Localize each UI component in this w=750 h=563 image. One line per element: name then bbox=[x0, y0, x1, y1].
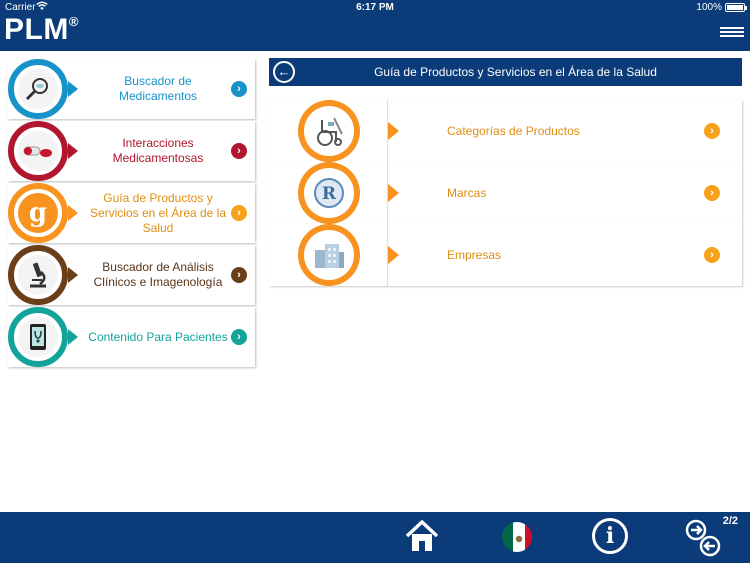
chevron-right-icon[interactable]: › bbox=[231, 143, 247, 159]
mexico-flag-icon[interactable] bbox=[500, 520, 534, 554]
menu-item-guia-productos[interactable] bbox=[8, 183, 255, 243]
menu-item-analisis-clinicos[interactable] bbox=[8, 245, 255, 305]
capsules-icon bbox=[8, 121, 68, 181]
panel-header bbox=[269, 58, 742, 86]
battery-percent: 100% bbox=[696, 2, 722, 13]
list-item-marcas[interactable] bbox=[269, 162, 742, 224]
menu-item-label: Contenido Para Pacientes bbox=[88, 329, 228, 344]
chevron-right-icon[interactable]: › bbox=[231, 205, 247, 221]
menu-item-label: Buscador de Medicamentos bbox=[118, 74, 198, 103]
chevron-right-icon[interactable]: › bbox=[704, 185, 720, 201]
hamburger-menu-icon[interactable] bbox=[720, 27, 744, 39]
page-switch-icon[interactable] bbox=[684, 518, 724, 558]
carrier-label: Carrier bbox=[5, 2, 36, 13]
tablet-stethoscope-icon bbox=[8, 307, 68, 367]
list-item-label: Empresas bbox=[447, 248, 502, 262]
page-indicator: 2/2 bbox=[722, 515, 738, 527]
info-icon[interactable]: i bbox=[592, 518, 628, 554]
magnifier-pill-icon bbox=[8, 59, 68, 119]
list-item-categorias[interactable] bbox=[269, 100, 742, 162]
battery-icon bbox=[725, 3, 745, 12]
menu-item-contenido-pacientes[interactable] bbox=[8, 307, 255, 367]
list-item-empresas[interactable] bbox=[269, 224, 742, 286]
status-time: 6:17 PM bbox=[356, 2, 394, 13]
wheelchair-icon bbox=[298, 100, 360, 162]
g-letter-icon: g bbox=[8, 183, 68, 243]
bottom-toolbar bbox=[0, 512, 750, 563]
brand-r-icon bbox=[298, 162, 360, 224]
menu-item-buscador-medicamentos[interactable] bbox=[8, 59, 255, 119]
home-icon[interactable] bbox=[404, 518, 440, 554]
menu-item-label: Buscador de Análisis Clínicos e Imagenología bbox=[93, 260, 223, 289]
panel-title: Guía de Productos y Servicios en el Área de la Salud bbox=[374, 65, 657, 79]
menu-item-label: Interacciones Medicamentosas bbox=[112, 136, 204, 165]
chevron-right-icon[interactable]: › bbox=[231, 81, 247, 97]
app-header bbox=[0, 0, 750, 51]
chevron-right-icon[interactable]: › bbox=[704, 247, 720, 263]
list-item-label: Categorías de Productos bbox=[447, 124, 580, 138]
buildings-icon bbox=[298, 224, 360, 286]
status-bar bbox=[0, 0, 750, 16]
list-item-label: Marcas bbox=[447, 186, 487, 200]
plm-logo: PLM® bbox=[4, 13, 79, 46]
menu-item-label: Guía de Productos y Servicios en el Área de la Salud bbox=[89, 190, 227, 235]
chevron-right-icon[interactable]: › bbox=[704, 123, 720, 139]
chevron-right-icon[interactable]: › bbox=[231, 329, 247, 345]
back-arrow-icon[interactable]: ← bbox=[273, 61, 295, 83]
microscope-icon bbox=[8, 245, 68, 305]
svg-text:R: R bbox=[321, 184, 337, 204]
menu-item-interacciones[interactable] bbox=[8, 121, 255, 181]
chevron-right-icon[interactable]: › bbox=[231, 267, 247, 283]
